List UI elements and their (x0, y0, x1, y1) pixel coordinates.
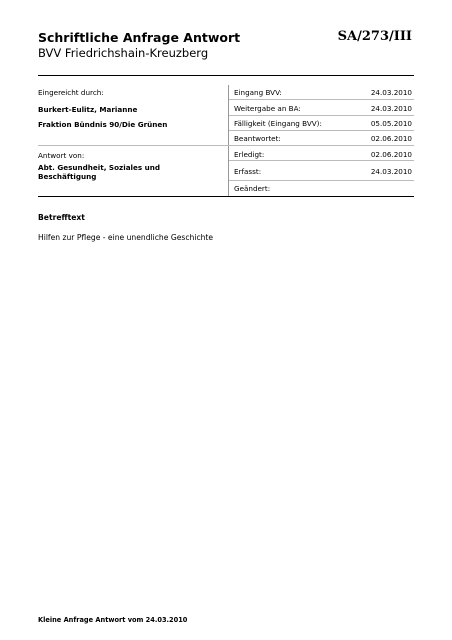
recorded-value: 24.03.2010 (370, 167, 412, 176)
document-reference: SA/273/III (337, 29, 412, 44)
received-bvv-label: Eingang BVV: (234, 88, 282, 97)
answered-label: Beantwortet: (234, 134, 281, 143)
header-divider (38, 75, 414, 76)
row-divider (229, 160, 414, 161)
submitter-name: Burkert-Eulitz, Marianne (38, 105, 138, 114)
answered-value: 02.06.2010 (370, 134, 412, 143)
submitted-by-label: Eingereicht durch: (38, 88, 104, 97)
document-subtitle: BVV Friedrichshain-Kreuzberg (38, 46, 209, 60)
row-divider (229, 130, 414, 131)
row-divider (38, 145, 414, 146)
due-label: Fälligkeit (Eingang BVV): (234, 119, 322, 128)
modified-label: Geändert: (234, 184, 271, 193)
completed-label: Erledigt: (234, 150, 265, 159)
row-divider (229, 115, 414, 116)
due-value: 05.05.2010 (370, 119, 412, 128)
document-title: Schriftliche Anfrage Antwort (38, 30, 241, 45)
forwarded-value: 24.03.2010 (370, 104, 412, 113)
submitter-party: Fraktion Bündnis 90/Die Grünen (38, 120, 168, 129)
subject-heading: Betrefftext (38, 213, 85, 222)
answer-by-label: Antwort von: (38, 151, 85, 160)
section-divider (38, 196, 414, 197)
subject-text: Hilfen zur Pflege - eine unendliche Geschichte (38, 233, 214, 242)
received-bvv-value: 24.03.2010 (370, 88, 412, 97)
completed-value: 02.06.2010 (370, 150, 412, 159)
page-footer: Kleine Anfrage Antwort vom 24.03.2010 (38, 616, 188, 624)
row-divider (229, 99, 414, 100)
answer-department: Abt. Gesundheit, Soziales und Beschäftigung (38, 163, 161, 181)
row-divider (229, 180, 414, 181)
recorded-label: Erfasst: (234, 167, 262, 176)
forwarded-label: Weitergabe an BA: (234, 104, 301, 113)
